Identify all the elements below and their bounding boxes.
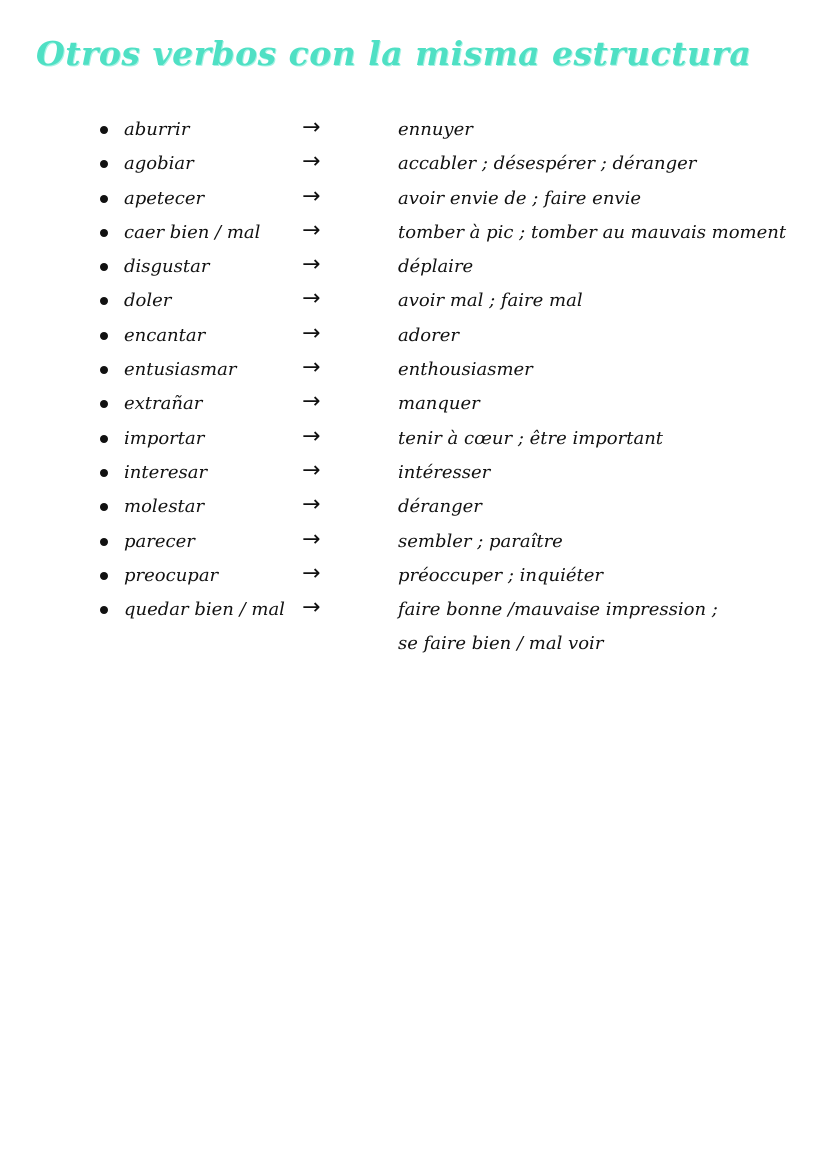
spanish-verb: preocupar: [124, 564, 219, 586]
spanish-verb: agobiar: [124, 153, 194, 175]
arrow-icon: →: [302, 217, 321, 243]
french-translation-line-2: se faire bien / mal voir: [398, 633, 604, 655]
arrow-icon: →: [302, 115, 321, 140]
bullet-icon: [100, 160, 108, 168]
arrow-icon: →: [302, 286, 321, 312]
spanish-verb: disgustar: [124, 256, 210, 278]
list-item: [100, 595, 800, 667]
spanish-verb: interesar: [124, 461, 208, 483]
spanish-verb: extrañar: [124, 393, 203, 415]
french-translation-line-1: faire bonne /mauvaise impression ;: [398, 599, 718, 621]
arrow-icon: →: [302, 457, 321, 483]
arrow-icon: →: [302, 149, 321, 175]
spanish-verb: apetecer: [124, 187, 205, 209]
bullet-icon: [100, 126, 108, 134]
arrow-icon: →: [302, 389, 321, 415]
french-translation: avoir mal ; faire mal: [398, 290, 583, 312]
french-translation: accabler ; désespérer ; déranger: [398, 153, 697, 175]
spanish-verb: encantar: [124, 324, 206, 346]
bullet-icon: [100, 435, 108, 443]
spanish-verb: molestar: [124, 496, 205, 518]
bullet-icon: [100, 503, 108, 511]
bullet-icon: [100, 400, 108, 408]
bullet-icon: [100, 606, 108, 614]
arrow-icon: →: [302, 492, 321, 518]
arrow-icon: →: [302, 560, 321, 586]
french-translation: adorer: [398, 324, 459, 346]
french-translation: déranger: [398, 496, 482, 518]
bullet-icon: [100, 297, 108, 305]
arrow-icon: →: [302, 183, 321, 209]
bullet-icon: [100, 195, 108, 203]
arrow-icon: →: [302, 526, 321, 552]
french-translation: [398, 593, 798, 662]
french-translation: ennuyer: [398, 119, 473, 140]
spanish-verb: entusiasmar: [124, 359, 237, 381]
arrow-icon: →: [302, 423, 321, 449]
french-translation: préoccuper ; inquiéter: [398, 564, 604, 586]
french-translation: enthousiasmer: [398, 359, 533, 381]
french-translation: tomber à pic ; tomber au mauvais moment: [398, 221, 787, 243]
bullet-icon: [100, 263, 108, 271]
bullet-icon: [100, 538, 108, 546]
french-translation: tenir à cœur ; être important: [398, 427, 664, 449]
bullet-icon: [100, 366, 108, 374]
arrow-icon: →: [302, 595, 321, 621]
arrow-icon: →: [302, 320, 321, 346]
spanish-verb: importar: [124, 427, 205, 449]
spanish-verb: caer bien / mal: [124, 221, 261, 243]
bullet-icon: [100, 332, 108, 340]
french-translation: intéresser: [398, 461, 491, 483]
page-title: Otros verbos con la misma estructura: [36, 34, 752, 73]
french-translation: déplaire: [398, 256, 474, 278]
spanish-verb: parecer: [124, 530, 195, 552]
french-translation: sembler ; paraître: [398, 530, 563, 552]
bullet-icon: [100, 229, 108, 237]
bullet-icon: [100, 469, 108, 477]
verb-list: [100, 115, 800, 667]
spanish-verb: doler: [124, 290, 172, 312]
arrow-icon: →: [302, 252, 321, 278]
bullet-icon: [100, 572, 108, 580]
arrow-icon: →: [302, 355, 321, 381]
french-translation: manquer: [398, 393, 480, 415]
spanish-verb: quedar bien / mal: [124, 599, 285, 621]
spanish-verb: aburrir: [124, 119, 190, 140]
french-translation: avoir envie de ; faire envie: [398, 187, 641, 209]
